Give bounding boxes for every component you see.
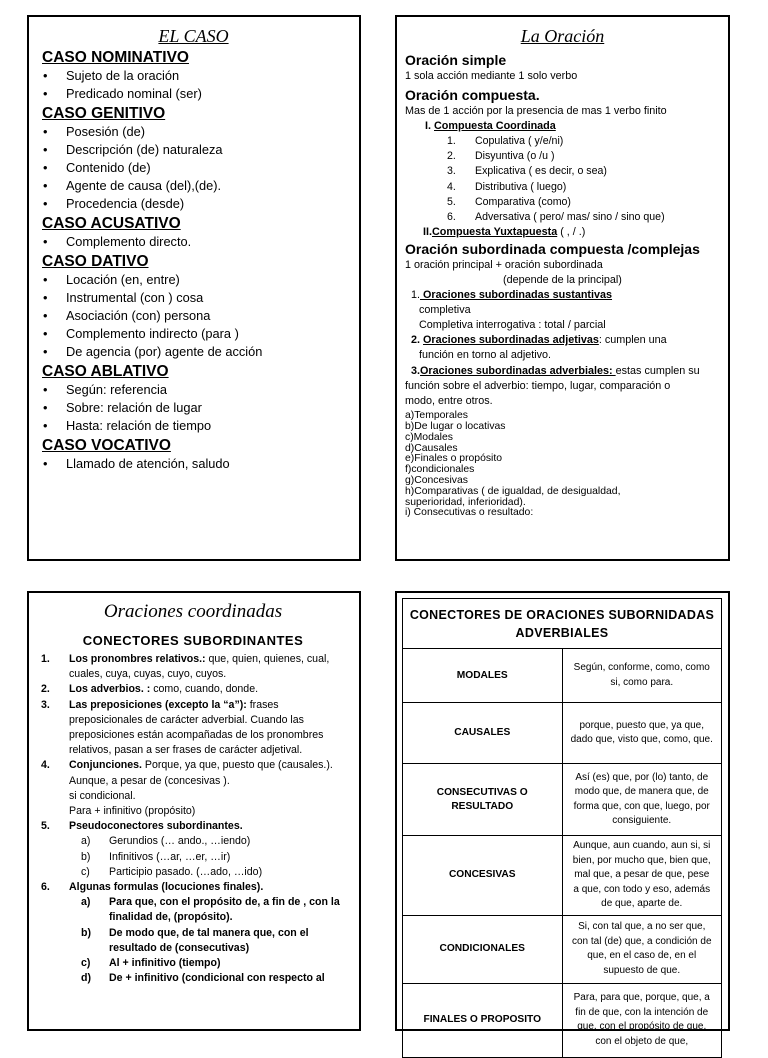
sustantivas-interrogativa: Completiva interrogativa : total / parcial — [419, 319, 606, 332]
case-list-item: • De agencia (por) agente de acción — [42, 343, 345, 361]
adverbial-type: superioridad, inferioridad). — [405, 496, 526, 508]
connector-category: CONSECUTIVAS O RESULTADO — [403, 764, 563, 836]
adverbial-type: c)Modales — [405, 431, 453, 443]
connector-values: Si, con tal que, a no ser que, con tal (de) que, a condición de que, en el caso de, en el supuesto de que. — [562, 915, 722, 983]
conector-subitem — [41, 850, 345, 865]
case-list-item: • Locación (en, entre) — [42, 271, 345, 289]
subitem-letter: c) — [81, 957, 91, 970]
compuesta-heading: Oración compuesta. — [405, 87, 540, 103]
table-header: CONECTORES DE ORACIONES SUBORNIDADAS ADVERBIALES — [403, 599, 722, 649]
case-list-item: • Sujeto de la oración — [42, 67, 345, 85]
coordinada-number: 2. — [447, 150, 456, 163]
adverbial-type: i) Consecutivas o resultado: — [405, 507, 534, 519]
coordinada-item — [447, 134, 720, 149]
subordinada-text: 1 oración principal + oración subordinada — [405, 259, 603, 272]
adverbiales-desc: función sobre el adverbio: tiempo, lugar, comparación o — [405, 380, 671, 393]
subordinada-note: (depende de la principal) — [503, 274, 622, 287]
la-oracion-card — [395, 15, 730, 561]
coordinada-text: Distributiva ( luego) — [475, 180, 567, 193]
conector-item: 1. Los pronombres relativos.: que, quien, quienes, cual, cuales, cuya, cuyas, cuyo, cuyos. — [41, 653, 330, 681]
case-list-item: • Llamado de atención, saludo — [42, 455, 345, 473]
pseudoconectores-list — [41, 834, 345, 880]
yuxtapuesta-subheading: II.Compuesta Yuxtapuesta ( , / .) — [423, 226, 586, 239]
case-list-item: • Instrumental (con ) cosa — [42, 289, 345, 307]
adverbial-type: a)Temporales — [405, 410, 468, 422]
case-list-item: • Descripción (de) naturaleza — [42, 141, 345, 159]
conectores-heading: CONECTORES SUBORDINANTES — [82, 633, 304, 648]
subitem-text: Infinitivos (…ar, …er, …ir) — [109, 850, 231, 863]
connector-values: porque, puesto que, ya que, dado que, visto que, como, que. — [562, 703, 722, 764]
conector-item: 3. Las preposiciones (excepto la “a”): frases preposicionales de carácter adverbial. Cuando las preposiciones están acompañadas de los pronombres relativos, pasan a ser frases de carácter adjetival. — [41, 698, 324, 757]
coordinada-number: 5. — [447, 195, 456, 208]
conector-subitem — [41, 895, 345, 925]
simple-heading: Oración simple — [405, 52, 507, 68]
subitem-text: Para que, con el propósito de, a fin de , con la finalidad de, (propósito). — [109, 896, 340, 924]
case-list-item: • Asociación (con) persona — [42, 307, 345, 325]
connector-category: CONCESIVAS — [403, 836, 563, 916]
coordinada-number: 1. — [447, 135, 456, 147]
case-list — [42, 381, 345, 435]
coordinada-subheading: I. Compuesta Coordinada — [425, 120, 556, 132]
adverbial-types-list — [405, 411, 720, 519]
oraciones-coordinadas-card — [27, 591, 361, 1031]
coordinada-item — [447, 164, 720, 179]
connector-values: Para, para que, porque, que, a fin de que, con la intención de que, con el propósito de que, con el objeto de que, — [562, 983, 722, 1057]
case-list — [42, 455, 345, 473]
table-row — [403, 915, 722, 983]
adjetivas-line: 2. Oraciones subordinadas adjetivas: cumplen una — [411, 334, 667, 347]
coordinada-item — [447, 180, 720, 195]
case-list — [42, 123, 345, 213]
case-list-item: • Complemento directo. — [42, 233, 345, 251]
connector-category: FINALES O PROPOSITO — [403, 983, 563, 1057]
coordinada-list — [447, 134, 720, 225]
subitem-text: Gerundios (… ando., …iendo) — [109, 835, 251, 848]
connector-values: Según, conforme, como, como si, como para. — [562, 649, 722, 703]
adverbiales-line: 3.Oraciones subordinadas adverbiales: estas cumplen su — [411, 365, 700, 378]
el-caso-title: EL CASO — [158, 26, 229, 46]
coordinada-number: 4. — [447, 180, 456, 193]
subitem-text: De + infinitivo (condicional con respecto al — [109, 972, 325, 985]
case-list — [42, 233, 345, 251]
subitem-letter: a) — [81, 896, 91, 909]
coordinada-number: 3. — [447, 165, 456, 178]
case-heading: CASO ABLATIVO — [42, 363, 169, 380]
case-list-item: • Posesión (de) — [42, 123, 345, 141]
conector-item: 6. Algunas formulas (locuciones finales). — [41, 881, 264, 894]
case-list-item: • Contenido (de) — [42, 159, 345, 177]
conector-subitem — [41, 865, 345, 880]
connector-category: CONDICIONALES — [403, 915, 563, 983]
coordinada-item — [447, 210, 720, 225]
case-list-item: • Procedencia (desde) — [42, 195, 345, 213]
subitem-text: De modo que, de tal manera que, con el resultado de (consecutivas) — [109, 926, 309, 954]
table-row — [403, 649, 722, 703]
conector-subitem — [41, 971, 345, 986]
adverbial-type: d)Causales — [405, 442, 458, 454]
conectores-adverbiales-card — [395, 591, 730, 1047]
subitem-letter: b) — [81, 926, 91, 939]
case-heading: CASO VOCATIVO — [42, 437, 171, 454]
case-heading: CASO GENITIVO — [42, 105, 166, 122]
sustantivas-line: 1. Oraciones subordinadas sustantivas — [411, 289, 613, 302]
table-row — [403, 703, 722, 764]
conector-subitem — [41, 926, 345, 956]
case-heading: CASO ACUSATIVO — [42, 215, 181, 232]
el-caso-card — [27, 15, 361, 561]
conector-item: 5. Pseudoconectores subordinantes. — [41, 820, 243, 833]
case-heading: CASO NOMINATIVO — [42, 49, 189, 66]
subitem-letter: b) — [81, 850, 91, 863]
subitem-text: Participio pasado. (…ado, …ido) — [109, 865, 263, 878]
adverbial-type: b)De lugar o locativas — [405, 421, 506, 433]
coordinada-text: Adversativa ( pero/ mas/ sino / sino que) — [475, 211, 665, 224]
connector-category: MODALES — [403, 649, 563, 703]
simple-text: 1 sola acción mediante 1 solo verbo — [405, 70, 578, 82]
conector-item: 2. Los adverbios. : como, cuando, donde. — [41, 683, 259, 696]
case-list-item: • Agente de causa (del),(de). — [42, 177, 345, 195]
la-oracion-title: La Oración — [520, 26, 605, 46]
case-heading: CASO DATIVO — [42, 253, 149, 270]
case-list-item: • Complemento indirecto (para ) — [42, 325, 345, 343]
conector-subitem — [41, 956, 345, 971]
sustantivas-completiva: completiva — [419, 304, 471, 317]
connector-values: Aunque, aun cuando, aun si, si bien, por mucho que, bien que, mal que, a pesar de que, pese a que, con todo y eso, además de que, aparte de. — [562, 836, 722, 916]
table-row — [403, 983, 722, 1057]
adverbial-type: e)Finales o propósito — [405, 453, 503, 465]
conector-subitem — [41, 834, 345, 849]
case-list-item: • Hasta: relación de tiempo — [42, 417, 345, 435]
coordinada-text: Explicativa ( es decir, o sea) — [475, 165, 607, 178]
adverbial-type: h)Comparativas ( de igualdad, de desigualdad, — [405, 485, 621, 497]
formulas-list — [41, 895, 345, 986]
subitem-letter: d) — [81, 972, 91, 985]
case-list-item: • Predicado nominal (ser) — [42, 85, 345, 103]
subordinada-heading: Oración subordinada compuesta /complejas — [405, 241, 700, 258]
compuesta-text: Mas de 1 acción por la presencia de mas 1 verbo finito — [405, 105, 667, 117]
case-list-item: • Sobre: relación de lugar — [42, 399, 345, 417]
conectores-table — [402, 598, 722, 1058]
case-list-item: • Según: referencia — [42, 381, 345, 399]
coordinada-number: 6. — [447, 211, 456, 224]
subitem-letter: a) — [81, 835, 91, 848]
adverbiales-desc-2: modo, entre otros. — [405, 395, 493, 408]
coordinada-item — [447, 195, 720, 210]
adverbial-type: f)condicionales — [405, 464, 475, 476]
adjetivas-desc: función en torno al adjetivo. — [419, 349, 552, 362]
coordinada-text: Copulativa ( y/e/ni) — [475, 135, 564, 147]
case-list — [42, 67, 345, 103]
coordinadas-title: Oraciones coordinadas — [103, 601, 283, 622]
coordinada-item — [447, 149, 720, 164]
subitem-text: Al + infinitivo (tiempo) — [109, 957, 221, 970]
conector-item: 4. Conjunciones. Porque, ya que, puesto que (causales.). Aunque, a pesar de (concesivas ). si condicional. Para + infinitivo (propósito) — [41, 759, 333, 818]
connector-category: CAUSALES — [403, 703, 563, 764]
connector-values: Así (es) que, por (lo) tanto, de modo que, de manera que, de forma que, con que, luego, por consiguiente. — [562, 764, 722, 836]
coordinada-text: Comparativa (como) — [475, 195, 571, 208]
subitem-letter: c) — [81, 865, 90, 878]
table-row — [403, 836, 722, 916]
case-sections — [42, 48, 345, 473]
case-list — [42, 271, 345, 361]
adverbial-type: g)Concesivas — [405, 475, 468, 486]
coordinada-text: Disyuntiva (o /u ) — [475, 150, 555, 163]
table-row — [403, 764, 722, 836]
